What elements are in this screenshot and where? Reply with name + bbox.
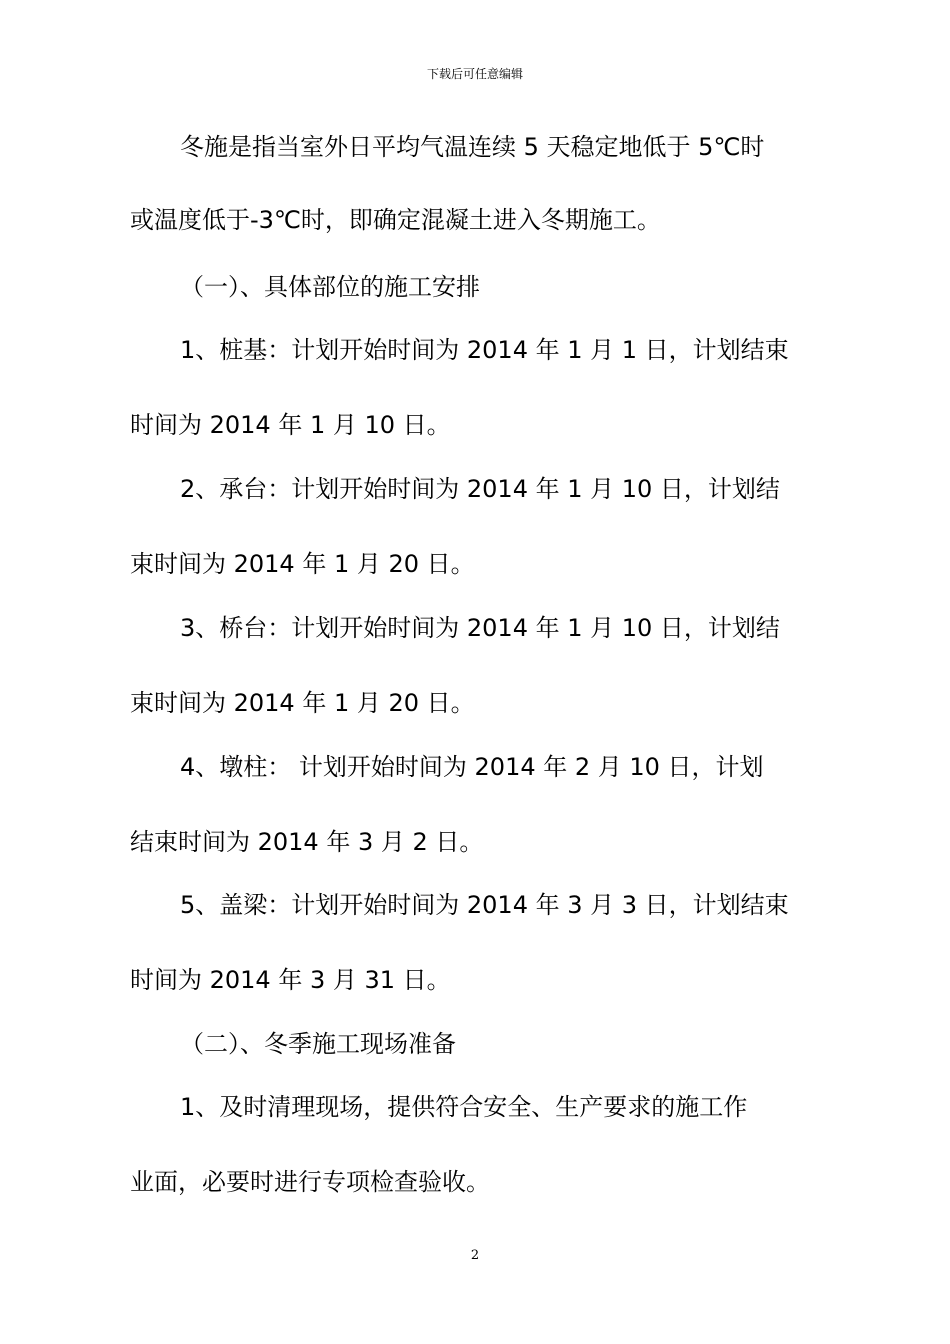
paragraph-line: 2、承台：计划开始时间为 2014 年 1 月 10 日，计划结 [180, 475, 780, 503]
paragraph-line: 5、盖梁：计划开始时间为 2014 年 3 月 3 日，计划结束 [180, 891, 789, 919]
paragraph-line: 束时间为 2014 年 1 月 20 日。 [130, 550, 475, 578]
paragraph-line: 1、及时清理现场，提供符合安全、生产要求的施工作 [180, 1093, 748, 1121]
paragraph-line: 4、墩柱： 计划开始时间为 2014 年 2 月 10 日，计划 [180, 753, 764, 781]
section-heading: （二）、冬季施工现场准备 [180, 1030, 456, 1058]
section-heading: （一）、具体部位的施工安排 [180, 273, 480, 301]
paragraph-line: 结束时间为 2014 年 3 月 2 日。 [130, 828, 484, 856]
page-header: 下载后可任意编辑 [426, 67, 523, 81]
paragraph-line: 业面，必要时进行专项检查验收。 [130, 1168, 490, 1196]
paragraph-line: 1、桩基：计划开始时间为 2014 年 1 月 1 日，计划结束 [180, 336, 789, 364]
page-number: 2 [470, 1248, 480, 1263]
paragraph-line: 或温度低于-3℃时，即确定混凝土进入冬期施工。 [130, 206, 661, 234]
paragraph-line: 冬施是指当室外日平均气温连续 5 天稳定地低于 5℃时 [180, 133, 765, 161]
paragraph-line: 3、桥台：计划开始时间为 2014 年 1 月 10 日，计划结 [180, 614, 780, 642]
paragraph-line: 束时间为 2014 年 1 月 20 日。 [130, 689, 475, 717]
paragraph-line: 时间为 2014 年 1 月 10 日。 [130, 411, 451, 439]
paragraph-line: 时间为 2014 年 3 月 31 日。 [130, 966, 451, 994]
